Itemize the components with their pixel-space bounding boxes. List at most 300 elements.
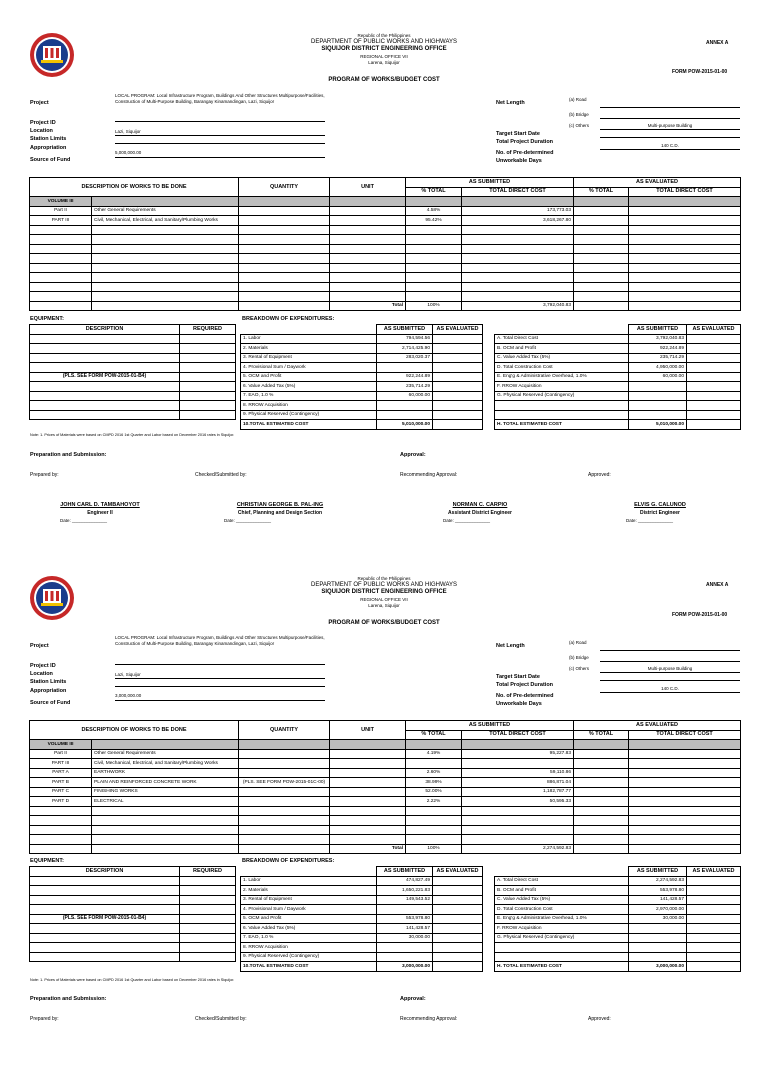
work-eval-cost [629,225,741,235]
work-part [30,225,92,235]
breakdown-row [241,382,483,392]
work-row [30,254,741,264]
pow-page-2 [0,540,768,1080]
breakdown-item-value [377,401,433,411]
station-limits-label: Station Limits [30,136,67,142]
breakdown-item-value: 283,020.37 [377,353,433,363]
work-row [30,749,741,759]
breakdown-row [241,952,483,962]
work-qty [239,235,330,245]
signatory-4-date: Date: ______________ [626,518,674,523]
summary-item-eval [687,382,741,392]
net-length-label: Net Length [496,100,525,106]
direct-cost-eval-header: TOTAL DIRECT COST [629,730,741,740]
work-eval-pct [574,768,629,778]
work-part [30,835,92,845]
work-part [30,806,92,816]
summary-item-value: 922,244.89 [629,344,687,354]
work-eval-pct [574,282,629,292]
works-rows [30,206,741,301]
total-duration-label: Total Project Duration [496,139,554,145]
work-desc [92,816,239,826]
work-pct: 52.00% [406,787,462,797]
summary-item-label [495,952,629,962]
project-desc-2: Construction of Multi-Purpose Building, Barangay Kinamandingan, Lazi, Siquijor [115,641,275,646]
station-limits-label: Station Limits [30,679,67,685]
work-qty [239,206,330,216]
breakdown-item-label: 5. OCM and Profit [241,914,377,924]
breakdown-row [241,905,483,915]
work-eval-cost [629,206,741,216]
summary-item-value [629,952,687,962]
pct-total-header: % TOTAL [406,730,462,740]
equipment-table [29,866,236,962]
work-unit [330,749,406,759]
work-eval-cost [629,835,741,845]
signatory-1-position: Engineer II [87,510,113,516]
breakdown-item-label: 4. Provisional Sum / Daywork [241,905,377,915]
breakdown-item-value [377,363,433,373]
works-table [29,177,741,311]
desc-works-header: DESCRIPTION OF WORKS TO BE DONE [30,721,239,740]
work-pct [406,816,462,826]
approval-label: Approval: [400,452,426,458]
summary-item-eval [687,886,741,896]
work-cost [462,273,574,283]
work-unit [330,273,406,283]
work-qty [239,816,330,826]
summary-table [494,324,741,430]
work-part [30,825,92,835]
work-desc: Other General Requirements [92,206,239,216]
breakdown-label: BREAKDOWN OF EXPENDITURES: [242,316,335,322]
summary-item-value: 2,274,592.83 [629,876,687,886]
work-pct [406,825,462,835]
region-text: REGIONAL OFFICE VII [360,597,408,602]
breakdown-row [241,391,483,401]
breakdown-item-eval [433,410,483,420]
work-cost [462,759,574,769]
work-pct [406,282,462,292]
work-part [30,254,92,264]
summary-item-eval [687,334,741,344]
work-unit [330,825,406,835]
recommending-label: Recommending Approval: [400,472,458,478]
work-pct: 4.19% [406,749,462,759]
work-cost [462,244,574,254]
breakdown-item-eval [433,353,483,363]
summary-item-eval [687,876,741,886]
location-label: Location [30,671,53,677]
summary-table [494,866,741,972]
work-qty [239,749,330,759]
work-desc: PLAIN AND REINFORCED CONCRETE WORK [92,778,239,788]
breakdown-row [241,886,483,896]
breakdown-item-value: 474,827.49 [377,876,433,886]
summary-item-eval [687,420,741,430]
prep-submission-label: Preparation and Submission: [30,452,107,458]
breakdown-item-label: 1. Labor [241,876,377,886]
sum-evaluated-header: AS EVALUATED [687,325,741,335]
work-eval-cost [629,787,741,797]
summary-item-label: C. Value Added Tax (5%) [495,353,629,363]
road-label: (a) Road [569,97,587,102]
others-label: (c) Others [569,123,590,128]
equip-req-header: REQUIRED [180,325,236,335]
summary-item-label: F. RROW Acquisition [495,382,629,392]
breakdown-item-label: 2. Materials [241,886,377,896]
summary-item-eval [687,933,741,943]
work-eval-pct [574,778,629,788]
breakdown-table [240,866,483,972]
appropriation-label: Appropriation [30,688,67,694]
breakdown-row [241,353,483,363]
breakdown-item-value: 30,000.00 [377,933,433,943]
summary-row [495,933,741,943]
work-eval-cost [629,263,741,273]
target-start-label: Target Start Date [496,674,540,680]
works-table [29,720,741,854]
breakdown-item-label: 2. Materials [241,344,377,354]
work-unit [330,254,406,264]
republic-text: Republic of the Philippines [357,33,411,38]
works-rows [30,749,741,844]
work-row [30,759,741,769]
work-desc [92,263,239,273]
work-qty [239,225,330,235]
summary-row [495,410,741,420]
signatory-2-position: Chief, Planning and Design Section [237,510,323,516]
breakdown-row [241,334,483,344]
work-eval-pct [574,206,629,216]
work-desc [92,806,239,816]
summary-item-eval [687,353,741,363]
work-unit [330,225,406,235]
work-desc [92,244,239,254]
summary-item-label [495,943,629,953]
work-eval-pct [574,787,629,797]
work-part [30,816,92,826]
equip-desc-header: DESCRIPTION [30,325,180,335]
summary-item-label: H. TOTAL ESTIMATED COST [495,962,629,972]
work-unit [330,263,406,273]
work-unit [330,282,406,292]
breakdown-row [241,962,483,972]
work-pct: 4.58% [406,206,462,216]
prep-submission-label: Preparation and Submission: [30,996,107,1002]
as-submitted-header: AS SUBMITTED [406,178,574,188]
work-pct [406,244,462,254]
work-desc: EARTHWORK [92,768,239,778]
quantity-header: QUANTITY [239,178,330,197]
summary-item-eval [687,943,741,953]
volume-label: VOLUME III [30,197,92,207]
breakdown-item-label: 1. Labor [241,334,377,344]
prepared-by-label: Prepared by: [30,472,59,478]
summary-item-value [629,391,687,401]
work-qty [239,835,330,845]
work-part: Part II [30,749,92,759]
summary-item-label: F. RROW Acquisition [495,924,629,934]
breakdown-item-eval [433,363,483,373]
summary-item-value: 3,792,040.83 [629,334,687,344]
breakdown-item-value: 149,543.52 [377,895,433,905]
summary-item-label: E. Eng'g & Administrative Overhead, 1.0% [495,914,629,924]
work-desc: Civil, Mechanical, Electrical, and Sanitary/Plumbing Works [92,759,239,769]
work-unit [330,816,406,826]
work-pct [406,835,462,845]
bd-evaluated-header: AS EVALUATED [433,325,483,335]
work-row [30,282,741,292]
summary-row [495,924,741,934]
work-desc [92,835,239,845]
work-eval-cost [629,759,741,769]
annex-label: ANNEX A [706,40,729,46]
work-part [30,282,92,292]
equipment-label: EQUIPMENT: [30,316,64,322]
prepared-by-label: Prepared by: [30,1016,59,1022]
summary-row [495,914,741,924]
breakdown-item-eval [433,895,483,905]
signatory-2-name: CHRISTIAN GEORGE B. PAL-ING [236,502,324,508]
breakdown-item-value: 1,650,221.83 [377,886,433,896]
breakdown-item-value [377,943,433,953]
breakdown-item-eval [433,391,483,401]
breakdown-row [241,876,483,886]
breakdown-item-value: 5,010,000.00 [377,420,433,430]
work-pct [406,254,462,264]
office-name: SIQUIJOR DISTRICT ENGINEERING OFFICE [321,46,447,52]
checked-by-label: Checked/Submitted by: [195,1016,247,1022]
work-eval-pct [574,797,629,807]
bd-submitted-header: AS SUBMITTED [377,325,433,335]
summary-row [495,420,741,430]
work-cost: 59,110.86 [462,768,574,778]
breakdown-item-eval [433,401,483,411]
work-cost: 50,595.33 [462,797,574,807]
footnote: Note: 1. Prices of Materials were based on CMPD 2016 1st Quarter and Labor based on December 2016 rates in Siquijor. [30,978,235,982]
work-qty [239,282,330,292]
work-row [30,787,741,797]
work-qty [239,806,330,816]
breakdown-item-eval [433,876,483,886]
work-cost [462,835,574,845]
work-qty [239,797,330,807]
as-submitted-header: AS SUBMITTED [406,721,574,731]
annex-label: ANNEX A [706,582,729,588]
work-unit [330,235,406,245]
quantity-header: QUANTITY [239,721,330,740]
breakdown-item-value: 922,244.89 [377,372,433,382]
summary-row [495,382,741,392]
breakdown-item-eval [433,334,483,344]
total-duration-label: Total Project Duration [496,682,554,688]
work-row [30,216,741,226]
breakdown-item-value [377,952,433,962]
work-cost [462,825,574,835]
summary-row [495,943,741,953]
project-label: Project [30,643,49,649]
region-text: REGIONAL OFFICE VII [360,54,408,59]
work-row [30,273,741,283]
work-row [30,235,741,245]
work-desc [92,225,239,235]
work-cost: 95,227.83 [462,749,574,759]
breakdown-item-eval [433,962,483,972]
appropriation-label: Appropriation [30,145,67,151]
work-pct: 38.99% [406,778,462,788]
work-row [30,244,741,254]
summary-item-eval [687,372,741,382]
summary-item-value: 3,000,000.00 [629,962,687,972]
work-cost [462,816,574,826]
summary-item-eval [687,410,741,420]
total-cost: 2,274,592.83 [462,844,574,854]
work-eval-cost [629,768,741,778]
work-cost [462,225,574,235]
project-desc-1: LOCAL PROGRAM: Local Infrastructure Program, Buildings And Other Structures Multipurpose/Facilities, [115,635,325,640]
work-desc [92,273,239,283]
work-eval-pct [574,263,629,273]
work-eval-cost [629,778,741,788]
unit-header: UNIT [330,721,406,740]
work-qty [239,244,330,254]
work-cost: 1,182,787.77 [462,787,574,797]
summary-rows [495,876,741,971]
breakdown-item-eval [433,420,483,430]
others-value: Multi-purpose Building [647,666,693,671]
summary-item-label: D. Total Construction Cost [495,363,629,373]
summary-item-label: E. Eng'g & Administrative Overhead, 1.0% [495,372,629,382]
work-eval-cost [629,282,741,292]
summary-item-eval [687,952,741,962]
work-qty [239,263,330,273]
others-label: (c) Others [569,666,590,671]
summary-item-label: C. Value Added Tax (5%) [495,895,629,905]
summary-item-value [629,410,687,420]
work-cost: 173,773.03 [462,206,574,216]
volume-label: VOLUME III [30,740,92,750]
location-label: Location [30,128,53,134]
work-desc: FINISHING WORKS [92,787,239,797]
work-cost [462,254,574,264]
sum-submitted-header: AS SUBMITTED [629,325,687,335]
summary-row [495,334,741,344]
work-pct: 95.42% [406,216,462,226]
dept-name: DEPARTMENT OF PUBLIC WORKS AND HIGHWAYS [310,582,458,588]
breakdown-item-value: 3,000,000.00 [377,962,433,972]
work-eval-pct [574,216,629,226]
approval-label: Approval: [400,996,426,1002]
work-row [30,806,741,816]
equipment-label: EQUIPMENT: [30,858,64,864]
target-start-label: Target Start Date [496,131,540,137]
breakdown-row [241,933,483,943]
breakdown-item-value: 2,714,425.90 [377,344,433,354]
appropriation-value: 5,000,000.00 [115,150,142,155]
work-pct [406,225,462,235]
work-eval-pct [574,244,629,254]
bd-submitted-header: AS SUBMITTED [377,867,433,877]
work-cost [462,263,574,273]
work-part [30,235,92,245]
work-eval-pct [574,235,629,245]
work-row [30,797,741,807]
breakdown-rows [241,334,483,429]
summary-item-value: 553,978.80 [629,886,687,896]
work-unit [330,778,406,788]
work-qty: (PLS. SEE FORM POW-2015-01C-00) [239,778,330,788]
work-qty [239,768,330,778]
breakdown-item-value [377,905,433,915]
breakdown-row [241,924,483,934]
summary-item-label: G. Physical Reserved (Contingency) [495,391,629,401]
work-qty [239,759,330,769]
summary-row [495,876,741,886]
signatory-4-name: ELVIS G. CALUNOD [634,502,686,508]
breakdown-row [241,410,483,420]
total-label: Total [330,301,406,311]
summary-item-eval [687,905,741,915]
duration-value: 140 C.D. [661,686,679,691]
work-eval-pct [574,806,629,816]
summary-item-label: B. OCM and Profit [495,886,629,896]
work-part: PART B [30,778,92,788]
work-row [30,292,741,302]
breakdown-item-eval [433,924,483,934]
breakdown-row [241,895,483,905]
appropriation-value: 3,000,000.00 [115,693,142,698]
breakdown-row [241,420,483,430]
summary-item-value [629,943,687,953]
work-row [30,225,741,235]
breakdown-table [240,324,483,430]
project-id-label: Project ID [30,120,56,126]
unworkable-days-label: Unworkable Days [496,701,542,707]
checked-by-label: Checked/Submitted by: [195,472,247,478]
work-eval-pct [574,825,629,835]
work-eval-pct [574,254,629,264]
work-unit [330,835,406,845]
summary-item-label: D. Total Construction Cost [495,905,629,915]
breakdown-row [241,344,483,354]
program-title: PROGRAM OF WORKS/BUDGET COST [328,620,440,626]
work-eval-pct [574,749,629,759]
as-evaluated-header: AS EVALUATED [574,178,741,188]
office-name: SIQUIJOR DISTRICT ENGINEERING OFFICE [321,589,447,595]
signatory-4-position: District Engineer [639,510,680,516]
breakdown-item-label: 5. OCM and Profit [241,372,377,382]
work-eval-pct [574,225,629,235]
total-label: Total [330,844,406,854]
breakdown-label: BREAKDOWN OF EXPENDITURES: [242,858,335,864]
work-unit [330,787,406,797]
work-cost: 886,871.04 [462,778,574,788]
work-row [30,778,741,788]
breakdown-item-eval [433,933,483,943]
work-cost: 3,618,267.80 [462,216,574,226]
work-eval-cost [629,825,741,835]
breakdown-item-eval [433,943,483,953]
work-part [30,273,92,283]
project-desc-1: LOCAL PROGRAM: Local Infrastructure Program, Buildings And Other Structures Multipurpose/Facilities, [115,93,325,98]
work-desc: Civil, Mechanical, Electrical, and Sanitary/Plumbing Works [92,216,239,226]
breakdown-item-label: 10.TOTAL ESTIMATED COST [241,962,377,972]
summary-item-value [629,933,687,943]
signatory-3-date: Date: ______________ [443,518,491,523]
work-part [30,244,92,254]
work-part: PART III [30,759,92,769]
